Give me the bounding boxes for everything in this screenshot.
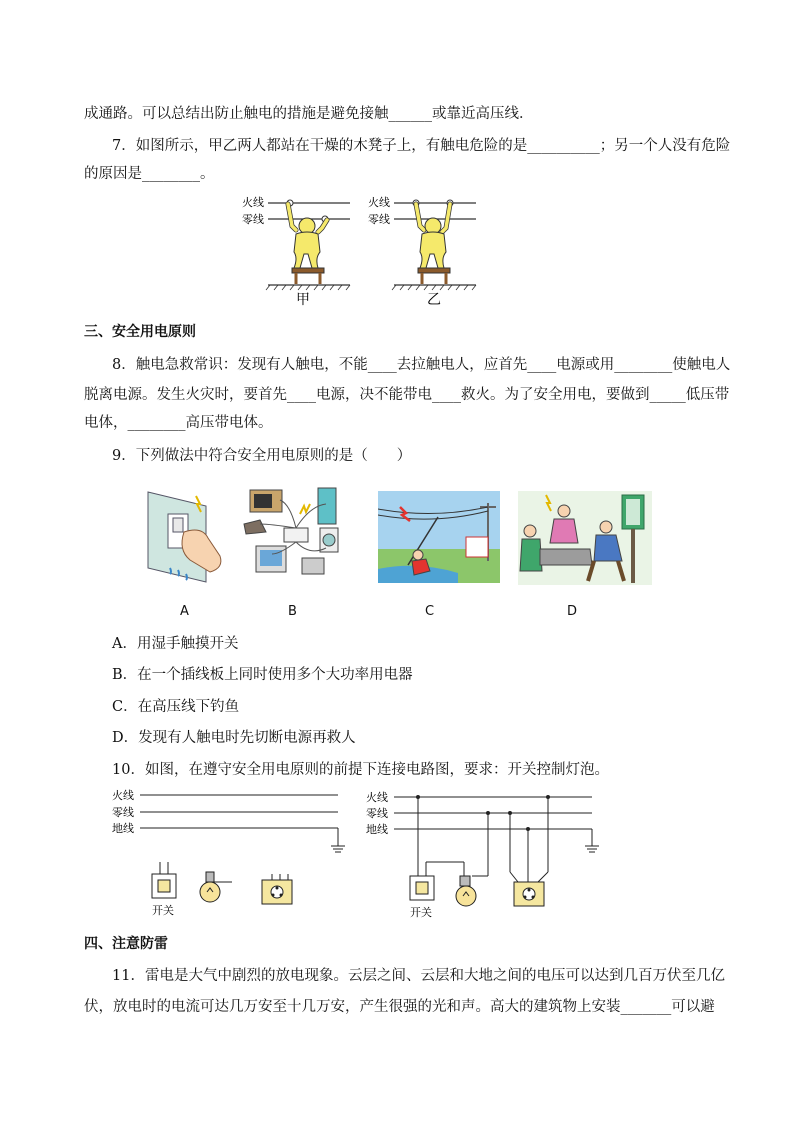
figure-7-electrocution <box>230 190 480 310</box>
figure-10-circuits <box>108 786 708 926</box>
picture-label-c: C <box>425 604 435 619</box>
option-b: B．在一个插线板上同时使用多个大功率用电器 <box>112 667 413 683</box>
fig10-right-live-label: 火线 <box>366 791 388 804</box>
question-10: 10．如图，在遵守安全用电原则的前提下连接电路图，要求：开关控制灯泡。 <box>112 762 609 778</box>
fig10-left-ground-label: 地线 <box>112 822 134 835</box>
bulb-icon-right <box>456 876 476 906</box>
fig10-right-switch-label: 开关 <box>410 906 432 919</box>
picture-c-fishing-power-line <box>378 491 500 583</box>
question-7-line-2: 的原因是________。 <box>84 166 215 182</box>
picture-label-b: B <box>288 604 297 619</box>
option-d: D．发现有人触电时先切断电源再救人 <box>112 730 356 746</box>
question-9: 9．下列做法中符合安全用电原则的是（ ） <box>112 448 412 464</box>
picture-label-d: D <box>567 604 578 619</box>
question-11-line-2: 伏，放电时的电流可达几万安至十几万安，产生很强的光和声。高大的建筑物上安装_______可以避 <box>84 999 715 1015</box>
fig10-left-switch-label: 开关 <box>152 904 174 917</box>
section-3-heading: 三、安全用电原则 <box>84 324 196 340</box>
picture-label-a: A <box>180 604 189 619</box>
socket-icon-left <box>262 874 292 904</box>
circuit-unconnected <box>112 788 345 917</box>
fig7-neutral-label-yi: 零线 <box>368 213 390 226</box>
option-c: C．在高压线下钓鱼 <box>112 699 240 715</box>
fig10-right-ground-label: 地线 <box>366 823 388 836</box>
fig10-left-live-label: 火线 <box>112 789 134 802</box>
fig7-live-label-jia: 火线 <box>242 196 264 209</box>
question-8-line-1: 8．触电急救常识：发现有人触电，不能____去拉触电人，应首先____电源或用________使触电人 <box>112 357 731 373</box>
fig10-left-neutral-label: 零线 <box>112 806 134 819</box>
fig10-right-neutral-label: 零线 <box>366 807 388 820</box>
picture-d-cut-power-first <box>518 491 652 585</box>
fig7-yi-label: 乙 <box>427 292 441 308</box>
text-line-1: 成通路。可以总结出防止触电的措施是避免接触______或靠近高压线． <box>84 106 534 122</box>
question-8-line-2: 脱离电源。发生火灾时，要首先____电源，决不能带电____救火。为了安全用电，要做到_____低压带 <box>84 387 730 403</box>
figure-7-jia-group <box>242 195 350 308</box>
question-7-line-1: 7．如图所示，甲乙两人都站在干燥的木凳子上，有触电危险的是__________；另一个人没有危险 <box>112 138 731 154</box>
picture-a-wet-hand-switch <box>146 488 226 584</box>
socket-icon-right <box>514 882 544 906</box>
picture-b-overloaded-socket <box>240 484 350 584</box>
circuit-connected <box>366 790 599 919</box>
option-a: A．用湿手触摸开关 <box>112 636 239 652</box>
bulb-icon-left <box>200 872 232 902</box>
fig7-jia-label: 甲 <box>296 292 310 308</box>
question-11-line-1: 11．雷电是大气中剧烈的放电现象。云层之间、云层和大地之间的电压可以达到几百万伏至几亿 <box>112 968 725 984</box>
figure-7-yi-group <box>368 195 476 308</box>
fig7-neutral-label-jia: 零线 <box>242 213 264 226</box>
section-4-heading: 四、注意防雷 <box>84 936 168 952</box>
question-8-line-3: 电体，________高压带电体。 <box>84 415 273 431</box>
fig7-live-label-yi: 火线 <box>368 196 390 209</box>
